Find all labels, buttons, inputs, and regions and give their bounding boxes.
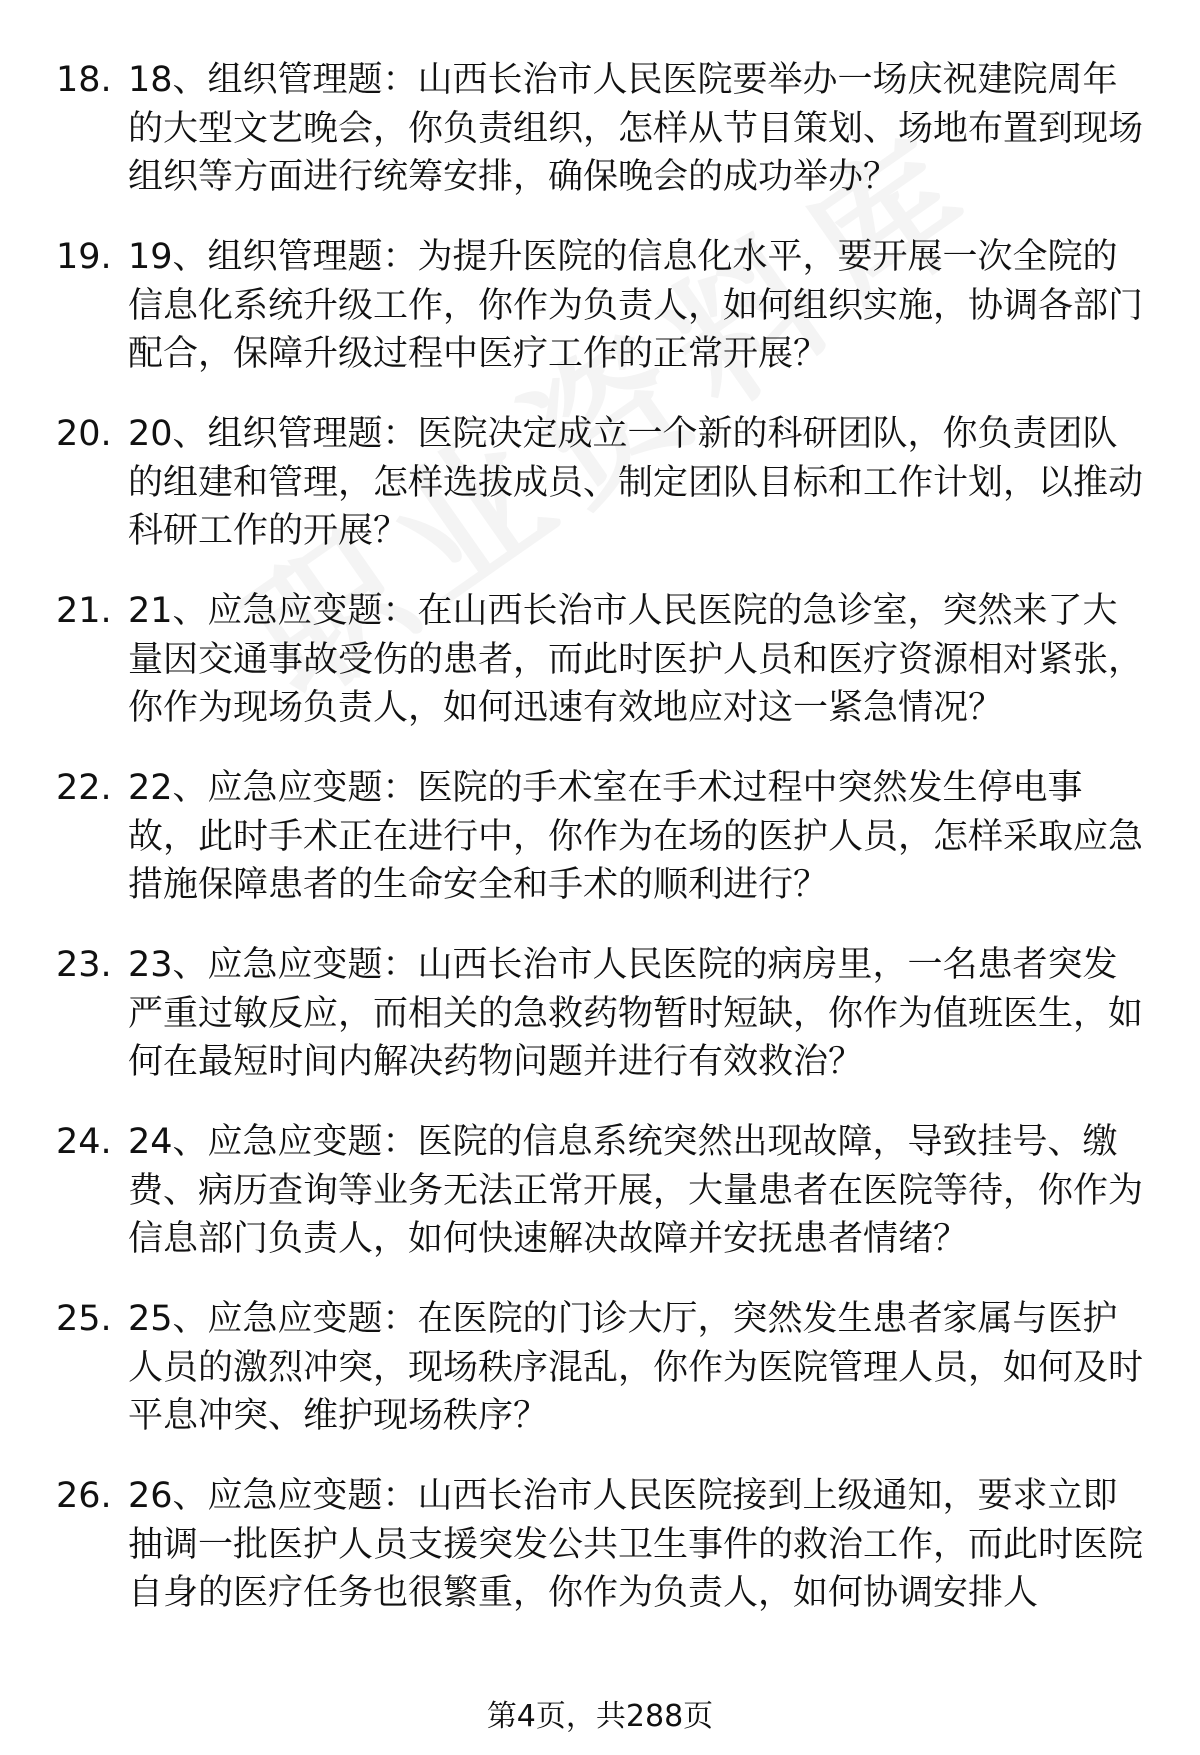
list-item [0,764,1200,941]
question-list [0,56,1200,1649]
item-text: 26、应急应变题：山西长治市人民医院接到上级通知，要求立即抽调一批医护人员支援突发公共卫生事件的救治工作，而此时医院自身的医疗任务也很繁重，你作为负责人，如何协调安排人 [128,1476,1144,1613]
list-item [0,1295,1200,1472]
list-item [0,941,1200,1118]
list-item [0,56,1200,233]
item-number: 21. [56,591,112,631]
list-item [0,1118,1200,1295]
item-text: 25、应急应变题：在医院的门诊大厅，突然发生患者家属与医护人员的激烈冲突，现场秩序混乱，你作为医院管理人员，如何及时平息冲突、维护现场秩序？ [128,1299,1144,1436]
item-number: 20. [56,414,112,454]
item-number: 24. [56,1122,112,1162]
item-number: 18. [56,60,112,100]
item-text: 22、应急应变题：医院的手术室在手术过程中突然发生停电事故，此时手术正在进行中，你作为在场的医护人员，怎样采取应急措施保障患者的生命安全和手术的顺利进行？ [128,768,1144,905]
item-text: 18、组织管理题：山西长治市人民医院要举办一场庆祝建院周年的大型文艺晚会，你负责组织，怎样从节目策划、场地布置到现场组织等方面进行统筹安排，确保晚会的成功举办？ [128,60,1144,197]
list-item [0,587,1200,764]
item-number: 26. [56,1476,112,1516]
page-number: 第4页，共288页 [486,1699,714,1734]
item-text: 21、应急应变题：在山西长治市人民医院的急诊室，突然来了大量因交通事故受伤的患者，而此时医护人员和医疗资源相对紧张，你作为现场负责人，如何迅速有效地应对这一紧急情况？ [128,591,1144,728]
item-text: 24、应急应变题：医院的信息系统突然出现故障，导致挂号、缴费、病历查询等业务无法正常开展，大量患者在医院等待，你作为信息部门负责人，如何快速解决故障并安抚患者情绪？ [128,1122,1144,1259]
item-text: 19、组织管理题：为提升医院的信息化水平，要开展一次全院的信息化系统升级工作，你作为负责人，如何组织实施，协调各部门配合，保障升级过程中医疗工作的正常开展？ [128,237,1144,374]
item-number: 22. [56,768,112,808]
list-item [0,410,1200,587]
item-number: 23. [56,945,112,985]
item-text: 20、组织管理题：医院决定成立一个新的科研团队，你负责团队的组建和管理，怎样选拔成员、制定团队目标和工作计划，以推动科研工作的开展？ [128,414,1144,551]
list-item [0,233,1200,410]
item-number: 19. [56,237,112,277]
item-text: 23、应急应变题：山西长治市人民医院的病房里，一名患者突发严重过敏反应，而相关的急救药物暂时短缺，你作为值班医生，如何在最短时间内解决药物问题并进行有效救治？ [128,945,1144,1082]
item-number: 25. [56,1299,112,1339]
list-item [0,1472,1200,1649]
